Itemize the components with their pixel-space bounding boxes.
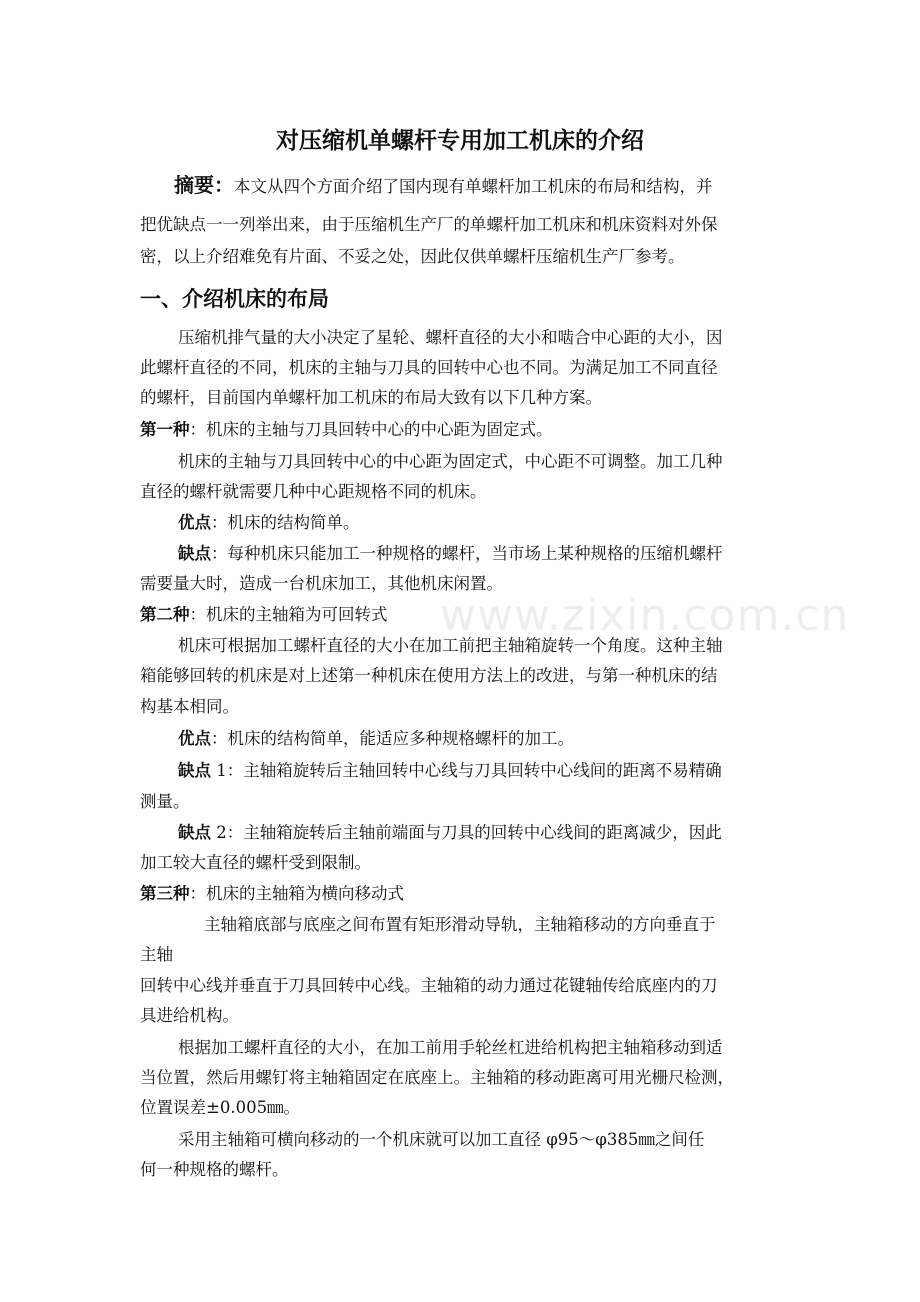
scheme2-label: 第二种 — [140, 605, 190, 624]
watermark: www.zixin.com.cn — [440, 590, 850, 641]
scheme2-title: ：机床的主轴箱为可回转式 — [189, 605, 388, 624]
scheme3-desc-4: 具进给机构。 — [140, 1006, 239, 1025]
scheme3-desc2-2: 当位置，然后用螺钉将主轴箱固定在底座上。主轴箱的移动距离可用光栅尺检测， — [140, 1068, 734, 1087]
intro-line-2: 此螺杆直径的不同，机床的主轴与刀具的回转中心也不同。为满足加工不同直径 — [140, 358, 718, 377]
scheme2-con2-text-1: 2：主轴箱旋转后主轴前端面与刀具的回转中心线间的距离减少，因此 — [211, 823, 722, 842]
abstract-line-3: 密，以上介绍难免有片面、不妥之处，因此仅供单螺杆压缩机生产厂参考。 — [140, 247, 685, 266]
scheme1-pro — [178, 512, 360, 534]
scheme1-desc-1: 机床的主轴与刀具回转中心的中心距为固定式，中心距不可调整。加工几种 — [178, 452, 723, 471]
scheme3-desc-3: 回转中心线并垂直于刀具回转中心线。主轴箱的动力通过花键轴传给底座内的刀 — [140, 976, 718, 995]
scheme2-heading — [140, 604, 388, 626]
scheme2-pro-text: ：机床的结构简单，能适应多种规格螺杆的加工。 — [211, 729, 574, 748]
abstract-line-2: 把优缺点一一列举出来，由于压缩机生产厂的单螺杆加工机床和机床资料对外保 — [140, 215, 718, 234]
scheme2-con2-2: 加工较大直径的螺杆受到限制。 — [140, 853, 371, 872]
scheme1-label: 第一种 — [140, 420, 190, 439]
scheme2-con1-1 — [178, 760, 722, 782]
intro-line-3: 的螺杆，目前国内单螺杆加工机床的布局大致有以下几种方案。 — [140, 388, 602, 407]
scheme2-con1-text-1: 1：主轴箱旋转后主轴回转中心线与刀具回转中心线间的距离不易精确 — [211, 761, 722, 780]
document-title: 对压缩机单螺杆专用加工机床的介绍 — [276, 128, 644, 154]
scheme2-con1-label: 缺点 — [178, 761, 211, 780]
scheme2-pro — [178, 728, 574, 750]
abstract-line-1 — [174, 174, 713, 198]
scheme1-con-text-1: ：每种机床只能加工一种规格的螺杆，当市场上某种规格的压缩机螺杆 — [211, 544, 723, 563]
scheme1-desc-2: 直径的螺杆就需要几种中心距规格不同的机床。 — [140, 482, 487, 501]
scheme1-pro-text: ：机床的结构简单。 — [211, 513, 360, 532]
scheme2-desc-3: 构基本相同。 — [140, 697, 239, 716]
scheme2-con2-1 — [178, 822, 722, 844]
section-heading: 一、介绍机床的布局 — [140, 287, 329, 311]
abstract-label: 摘要： — [174, 173, 234, 197]
scheme1-con-2: 需要量大时，造成一台机床加工，其他机床闲置。 — [140, 574, 503, 593]
scheme2-desc-2: 箱能够回转的机床是对上述第一种机床在使用方法上的改进，与第一种机床的结 — [140, 666, 718, 685]
intro-line-1: 压缩机排气量的大小决定了星轮、螺杆直径的大小和啮合中心距的大小，因 — [178, 328, 723, 347]
scheme3-desc2-3: 位置误差±0.005㎜。 — [140, 1098, 301, 1117]
scheme3-title: ：机床的主轴箱为横向移动式 — [189, 884, 404, 903]
scheme1-heading — [140, 419, 553, 441]
scheme1-con-label: 缺点 — [178, 544, 211, 563]
scheme3-desc3-2: 何一种规格的螺杆。 — [140, 1160, 289, 1179]
scheme1-pro-label: 优点 — [178, 513, 211, 532]
abstract-text-1: 本文从四个方面介绍了国内现有单螺杆加工机床的布局和结构，并 — [234, 177, 713, 196]
scheme2-con1-2: 测量。 — [140, 792, 190, 811]
scheme3-label: 第三种 — [140, 884, 190, 903]
scheme2-desc-1: 机床可根据加工螺杆直径的大小在加工前把主轴箱旋转一个角度。这种主轴 — [178, 636, 723, 655]
scheme2-con2-label: 缺点 — [178, 823, 211, 842]
scheme3-desc3-1: 采用主轴箱可横向移动的一个机床就可以加工直径 φ95～φ385㎜之间任 — [178, 1130, 705, 1149]
scheme2-pro-label: 优点 — [178, 729, 211, 748]
scheme3-desc-1: 主轴箱底部与底座之间布置有矩形滑动导轨，主轴箱移动的方向垂直于 — [204, 915, 716, 934]
scheme3-heading — [140, 883, 404, 905]
scheme1-con-1 — [178, 543, 723, 565]
scheme1-title: ：机床的主轴与刀具回转中心的中心距为固定式。 — [189, 420, 553, 439]
scheme3-desc2-1: 根据加工螺杆直径的大小，在加工前用手轮丝杠进给机构把主轴箱移动到适 — [178, 1038, 723, 1057]
scheme3-desc-2: 主轴 — [140, 945, 173, 964]
